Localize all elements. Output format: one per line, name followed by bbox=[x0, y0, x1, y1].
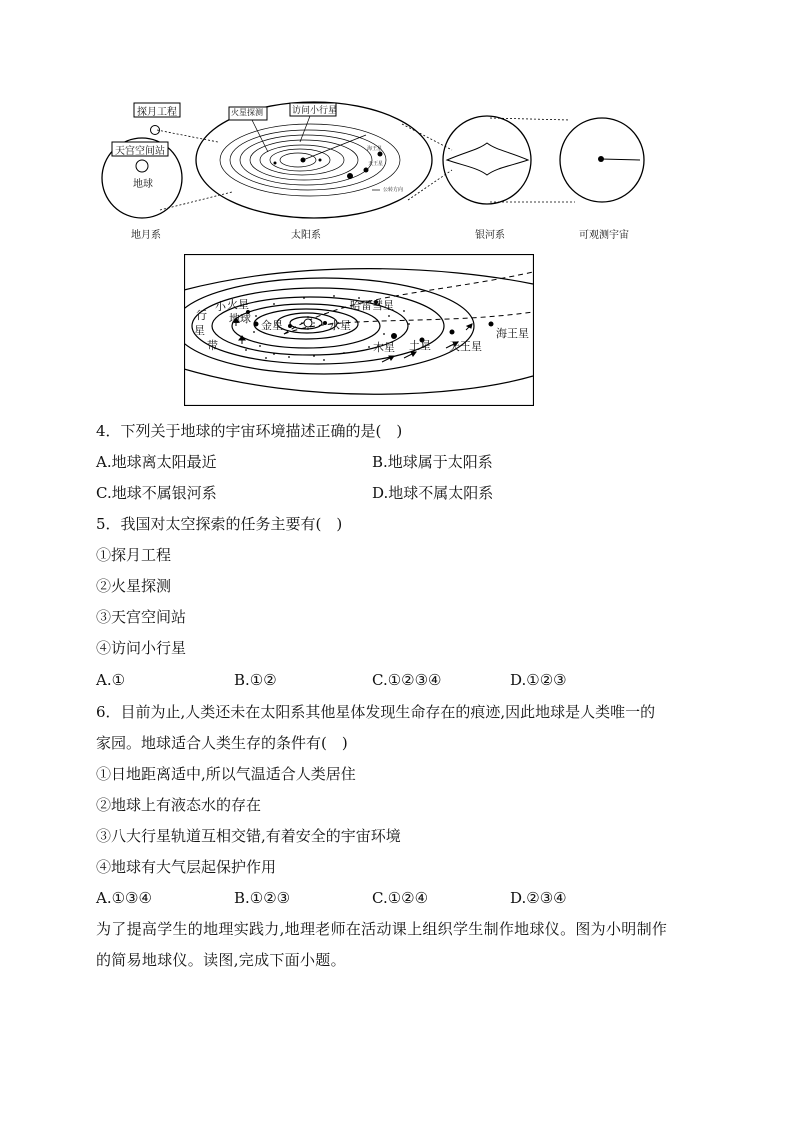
caption-earth-moon: 地月系 bbox=[131, 230, 161, 241]
uranus-label: 天王星 bbox=[449, 340, 482, 353]
earth-dot bbox=[254, 322, 259, 327]
question-6-option-b[interactable]: B.①②③ bbox=[234, 889, 291, 907]
asteroid-belt-char-4: 带 bbox=[207, 339, 218, 352]
neptune-label: 海王星 bbox=[496, 327, 529, 340]
venus-label: 金星 bbox=[261, 319, 283, 332]
asteroid-visit-label: 访问小行星 bbox=[292, 106, 338, 116]
uranus-dot bbox=[450, 330, 455, 335]
question-5-item-4: ④访问小行星 bbox=[96, 639, 187, 657]
tiny-orbit-direction-label: 公转方向 bbox=[383, 187, 404, 193]
question-4-option-a[interactable]: A.地球离太阳最近 bbox=[96, 453, 217, 471]
question-6-option-a[interactable]: A.①③④ bbox=[96, 889, 152, 907]
caption-solar-system: 太阳系 bbox=[291, 230, 321, 241]
question-6-item-4: ④地球有大气层起保护作用 bbox=[96, 858, 277, 876]
question-6-item-2: ②地球上有液态水的存在 bbox=[96, 796, 262, 814]
asteroid-belt-char-2: 行 bbox=[196, 309, 207, 322]
caption-observable-universe: 可观测宇宙 bbox=[579, 230, 629, 241]
saturn-label: 土星 bbox=[409, 339, 431, 352]
halley-label: 哈雷彗星 bbox=[350, 299, 394, 312]
asteroid-belt-char-3: 星 bbox=[194, 324, 205, 337]
question-4-option-d[interactable]: D.地球不属太阳系 bbox=[372, 484, 494, 502]
question-5-option-b[interactable]: B.①② bbox=[234, 671, 277, 689]
question-5-item-3: ③天宫空间站 bbox=[96, 608, 187, 626]
question-5-option-a[interactable]: A.① bbox=[96, 671, 126, 689]
question-6-stem-line-1: 6．目前为止,人类还未在太阳系其他星体发现生命存在的痕迹,因此地球是人类唯一的 bbox=[96, 703, 656, 721]
tiangong-label: 天宫空间站 bbox=[115, 146, 165, 157]
jupiter-label: 木星 bbox=[373, 341, 395, 354]
mars-label: 火星 bbox=[227, 298, 249, 311]
lunar-program-label: 探月工程 bbox=[137, 107, 177, 118]
question-6-option-d[interactable]: D.②③④ bbox=[510, 889, 567, 907]
tiny-neptune-label: 海王星 bbox=[367, 146, 383, 152]
tiny-uranus-label: 天王星 bbox=[368, 161, 384, 167]
question-5-option-d[interactable]: D.①②③ bbox=[510, 671, 567, 689]
earth-label: 地球 bbox=[133, 179, 153, 190]
sun-symbol bbox=[304, 319, 312, 327]
mercury-label: 水星 bbox=[329, 319, 351, 332]
solar-system-figure bbox=[184, 254, 534, 406]
galaxy-disc bbox=[447, 143, 528, 175]
earth-label-2: 地球 bbox=[229, 312, 251, 325]
question-4-option-c[interactable]: C.地球不属银河系 bbox=[96, 484, 217, 502]
caption-galaxy: 银河系 bbox=[475, 230, 505, 241]
question-6-option-c[interactable]: C.①②④ bbox=[372, 889, 429, 907]
question-4-option-b[interactable]: B.地球属于太阳系 bbox=[372, 453, 493, 471]
question-5-item-2: ②火星探测 bbox=[96, 577, 172, 595]
question-5-item-1: ①探月工程 bbox=[96, 546, 172, 564]
venus-dot bbox=[288, 324, 292, 328]
intro-line-1: 为了提高学生的地理实践力,地理老师在活动课上组织学生制作地球仪。图为小明制作 bbox=[96, 920, 668, 938]
galaxy-circle bbox=[443, 116, 531, 204]
question-6-item-3: ③八大行星轨道互相交错,有着安全的宇宙环境 bbox=[96, 827, 401, 845]
question-6-stem-line-2: 家园。地球适合人类生存的条件有( ) bbox=[96, 734, 348, 752]
asteroid-belt-char-1: 小 bbox=[215, 300, 226, 313]
mars-exploration-label: 火星探测 bbox=[231, 108, 263, 117]
question-6-item-1: ①日地距离适中,所以气温适合人类居住 bbox=[96, 765, 356, 783]
question-4-stem: 4．下列关于地球的宇宙环境描述正确的是( ) bbox=[96, 422, 403, 440]
intro-line-2: 的简易地球仪。读图,完成下面小题。 bbox=[96, 951, 346, 969]
question-5-option-c[interactable]: C.①②③④ bbox=[372, 671, 442, 689]
question-5-stem: 5．我国对太空探索的任务主要有( ) bbox=[96, 515, 343, 533]
mercury-dot bbox=[323, 321, 327, 325]
earth-circle bbox=[136, 160, 148, 172]
cosmic-hierarchy-figure bbox=[0, 0, 794, 245]
neptune-dot bbox=[489, 322, 494, 327]
